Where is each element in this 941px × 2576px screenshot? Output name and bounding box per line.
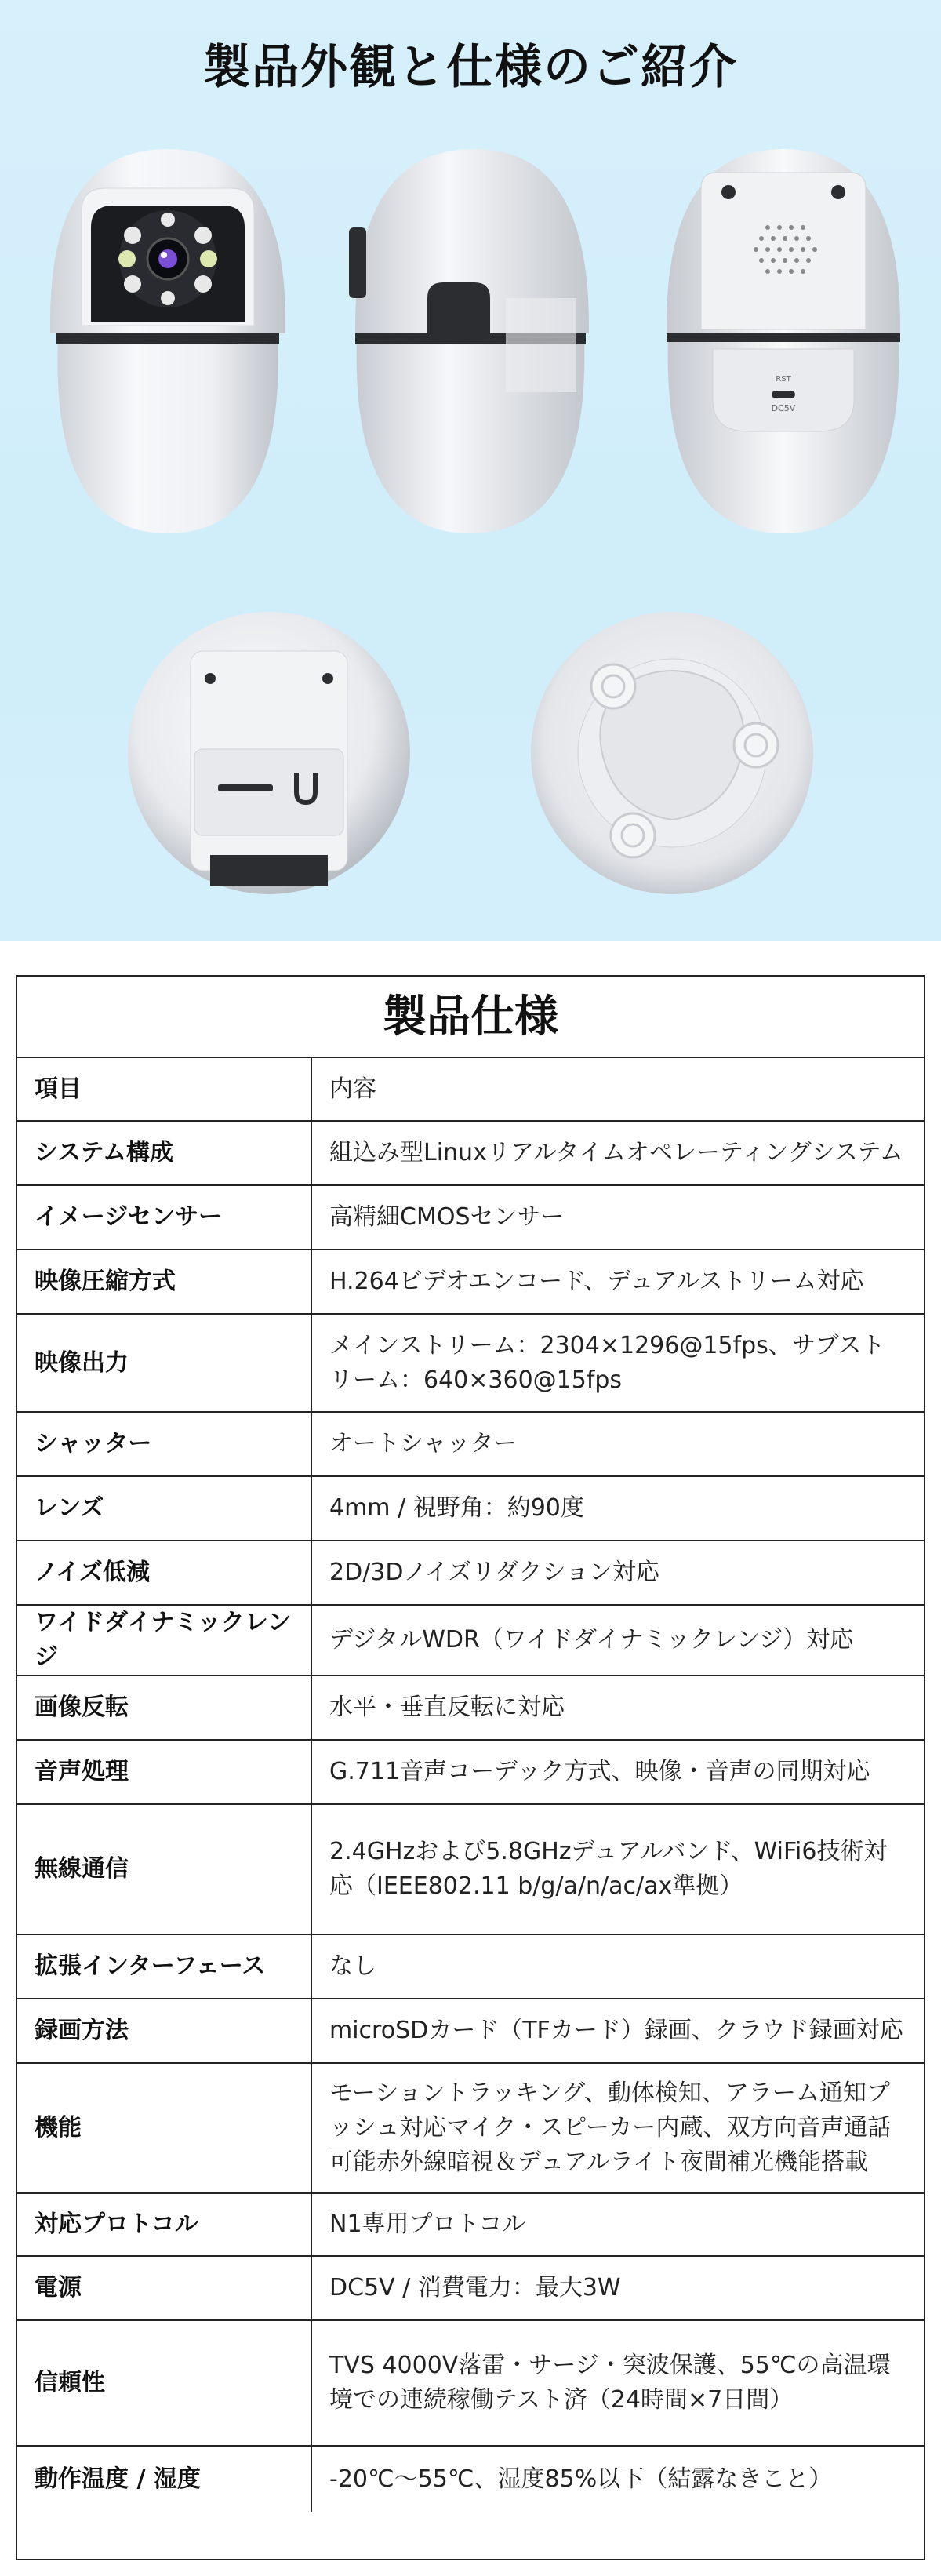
table-row	[17, 2063, 924, 2193]
spec-key: 録画方法	[17, 1999, 311, 2063]
table-row	[17, 1121, 924, 1185]
spec-value: DC5V / 消費電力：最大3W	[311, 2256, 924, 2320]
spec-key: 電源	[17, 2256, 311, 2320]
table-row	[17, 1675, 924, 1740]
spec-key: 項目	[17, 1058, 311, 1121]
spec-value: デジタルWDR（ワイドダイナミックレンジ）対応	[311, 1605, 924, 1675]
dc5v-port-label: DC5V	[771, 403, 796, 413]
product-appearance-section	[0, 0, 941, 941]
reset-port-label: RST	[776, 375, 791, 384]
camera-front-view-image	[35, 141, 301, 541]
spec-key: 音声処理	[17, 1740, 311, 1804]
spec-value: メインストリーム：2304×1296@15fps、サブストリーム：640×360@15fps	[311, 1314, 924, 1412]
spec-value: なし	[311, 1934, 924, 1999]
section-title: 製品外観と仕様のご紹介	[203, 40, 738, 95]
spec-value: -20℃～55℃、湿度85%以下（結露なきこと）	[311, 2446, 924, 2512]
spec-key: 対応プロトコル	[17, 2193, 311, 2256]
spec-table-title: 製品仕様	[17, 977, 924, 1058]
spec-key: 機能	[17, 2063, 311, 2193]
spec-value: モーショントラッキング、動体検知、アラーム通知プッシュ対応マイク・スピーカー内蔵、双方向音声通話可能赤外線暗視＆デュアルライト夜間補光機能搭載	[311, 2063, 924, 2193]
table-row	[17, 1314, 924, 1412]
spec-value: 内容	[329, 1075, 376, 1103]
table-row	[17, 1058, 924, 1121]
spec-key: システム構成	[17, 1121, 311, 1185]
table-row	[17, 1250, 924, 1314]
spec-value: 4mm / 視野角：約90度	[311, 1476, 924, 1541]
spec-key: 無線通信	[17, 1804, 311, 1934]
spec-value: microSDカード（TFカード）録画、クラウド録画対応	[311, 1999, 924, 2063]
spec-key: 信頼性	[17, 2320, 311, 2446]
spec-value: 2D/3Dノイズリダクション対応	[311, 1541, 924, 1605]
spec-value: H.264ビデオエンコード、デュアルストリーム対応	[311, 1250, 924, 1314]
camera-top-view-image	[124, 608, 414, 898]
spec-value: 水平・垂直反転に対応	[311, 1675, 924, 1740]
spec-key: シャッター	[17, 1412, 311, 1476]
table-row	[17, 1412, 924, 1476]
spec-key: 拡張インターフェース	[17, 1934, 311, 1999]
table-row	[17, 1541, 924, 1605]
table-row	[17, 2193, 924, 2256]
table-row	[17, 1185, 924, 1250]
table-row	[17, 2320, 924, 2446]
spec-key: ワイドダイナミックレンジ	[17, 1605, 311, 1675]
spec-value: 高精細CMOSセンサー	[311, 1185, 924, 1250]
spec-key: 映像圧縮方式	[17, 1250, 311, 1314]
camera-bottom-view-image	[527, 608, 817, 898]
spec-key: 動作温度 / 湿度	[17, 2446, 311, 2512]
table-row	[17, 1804, 924, 1934]
spec-table-section	[16, 975, 925, 2560]
spec-value: TVS 4000V落雷・サージ・突波保護、55℃の高温環境での連続稼働テスト済（24時間×7日間）	[311, 2320, 924, 2446]
camera-side-view-image	[341, 141, 600, 541]
spec-value: 組込み型Linuxリアルタイムオペレーティングシステム	[311, 1121, 924, 1185]
camera-back-view-image	[654, 141, 913, 541]
spec-key: イメージセンサー	[17, 1185, 311, 1250]
table-row	[17, 1999, 924, 2063]
spec-value: オートシャッター	[311, 1412, 924, 1476]
table-row	[17, 2446, 924, 2512]
table-row	[17, 1740, 924, 1804]
spec-key: 画像反転	[17, 1675, 311, 1740]
spec-key: ノイズ低減	[17, 1541, 311, 1605]
table-row	[17, 1476, 924, 1541]
spec-table	[17, 1058, 924, 2512]
spec-value: N1専用プロトコル	[311, 2193, 924, 2256]
table-row	[17, 1605, 924, 1675]
spec-key: 映像出力	[17, 1314, 311, 1412]
spec-value: 2.4GHzおよび5.8GHzデュアルバンド、WiFi6技術対応（IEEE802.11 b/g/a/n/ac/ax準拠）	[311, 1804, 924, 1934]
spec-value: G.711音声コーデック方式、映像・音声の同期対応	[311, 1740, 924, 1804]
table-row	[17, 1934, 924, 1999]
table-row	[17, 2256, 924, 2320]
spec-key: レンズ	[17, 1476, 311, 1541]
